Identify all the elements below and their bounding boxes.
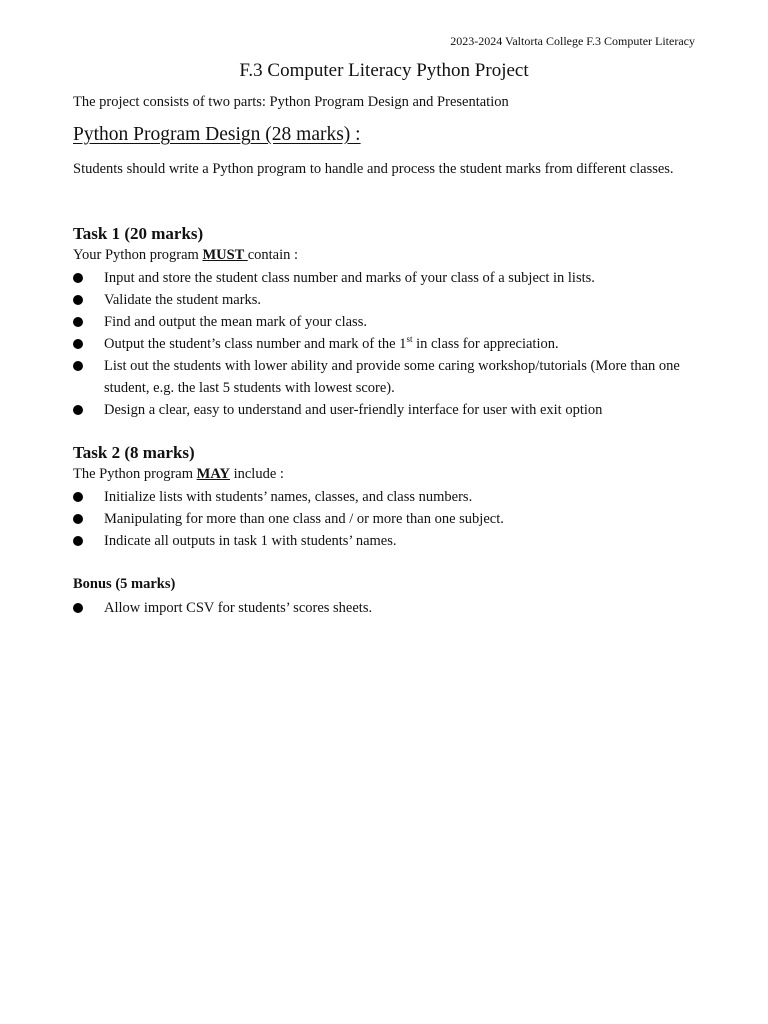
task1-lead: [73, 247, 298, 264]
section-heading: Python Program Design (28 marks) :: [73, 124, 361, 145]
list-item-text: Indicate all outputs in task 1 with students’ names.: [104, 533, 397, 549]
list-item-text: Validate the student marks.: [104, 292, 262, 308]
bullet-dot-icon: [73, 492, 83, 502]
task1-lead-suffix: contain :: [247, 247, 299, 263]
list-item-text: Design a clear, easy to understand and user-friendly interface for user with exit option: [104, 402, 603, 418]
task2-lead-prefix: The Python program: [73, 466, 197, 482]
list-item: [73, 486, 698, 508]
task1-lead-keyword: MUST: [202, 247, 248, 263]
section-description: Students should write a Python program to handle and process the student marks from different classes.: [73, 161, 674, 177]
task2-lead-keyword: MAY: [196, 466, 230, 482]
task2-lead: [73, 466, 284, 483]
task1-list: [73, 267, 698, 421]
list-item-text-suffix: in class for appreciation.: [412, 336, 559, 352]
list-item: [73, 355, 698, 399]
list-item: [73, 289, 698, 311]
task1-lead-prefix: Your Python program: [73, 247, 203, 263]
list-item-text: Output the student’s class number and mark of the 1: [104, 336, 407, 352]
bullet-dot-icon: [73, 405, 83, 415]
bullet-dot-icon: [73, 536, 83, 546]
page-header: 2023-2024 Valtorta College F.3 Computer Literacy: [450, 34, 695, 48]
list-item-text: Allow import CSV for students’ scores sheets.: [104, 600, 373, 616]
list-item: [73, 267, 698, 289]
page-title: F.3 Computer Literacy Python Project: [239, 60, 529, 81]
list-item: [73, 333, 698, 355]
intro-text: The project consists of two parts: Python Program Design and Presentation: [73, 94, 509, 110]
bonus-list: [73, 597, 698, 619]
bullet-dot-icon: [73, 273, 83, 283]
list-item-text: Input and store the student class number and marks of your class of a subject in lists.: [104, 270, 595, 286]
bullet-dot-icon: [73, 361, 83, 371]
list-item: [73, 311, 698, 333]
list-item-text: Find and output the mean mark of your class.: [104, 314, 367, 330]
task2-lead-suffix: include :: [229, 466, 284, 482]
list-item-text: Initialize lists with students’ names, classes, and class numbers.: [104, 489, 473, 505]
bullet-dot-icon: [73, 317, 83, 327]
bullet-dot-icon: [73, 603, 83, 613]
task2-list: [73, 486, 698, 552]
bullet-dot-icon: [73, 339, 83, 349]
list-item: [73, 508, 698, 530]
list-item: [73, 530, 698, 552]
bullet-dot-icon: [73, 295, 83, 305]
task1-heading: Task 1 (20 marks): [73, 224, 204, 243]
superscript: st: [406, 334, 413, 345]
list-item-text: List out the students with lower ability and provide some caring workshop/tutorials (More than one student, e.g. the last 5 students with lowest score).: [104, 358, 680, 396]
bullet-dot-icon: [73, 514, 83, 524]
task2-heading: Task 2 (8 marks): [73, 443, 195, 462]
list-item-text: Manipulating for more than one class and / or more than one subject.: [104, 511, 504, 527]
list-item: [73, 597, 698, 619]
bonus-heading: Bonus (5 marks): [73, 576, 176, 592]
list-item: [73, 399, 698, 421]
